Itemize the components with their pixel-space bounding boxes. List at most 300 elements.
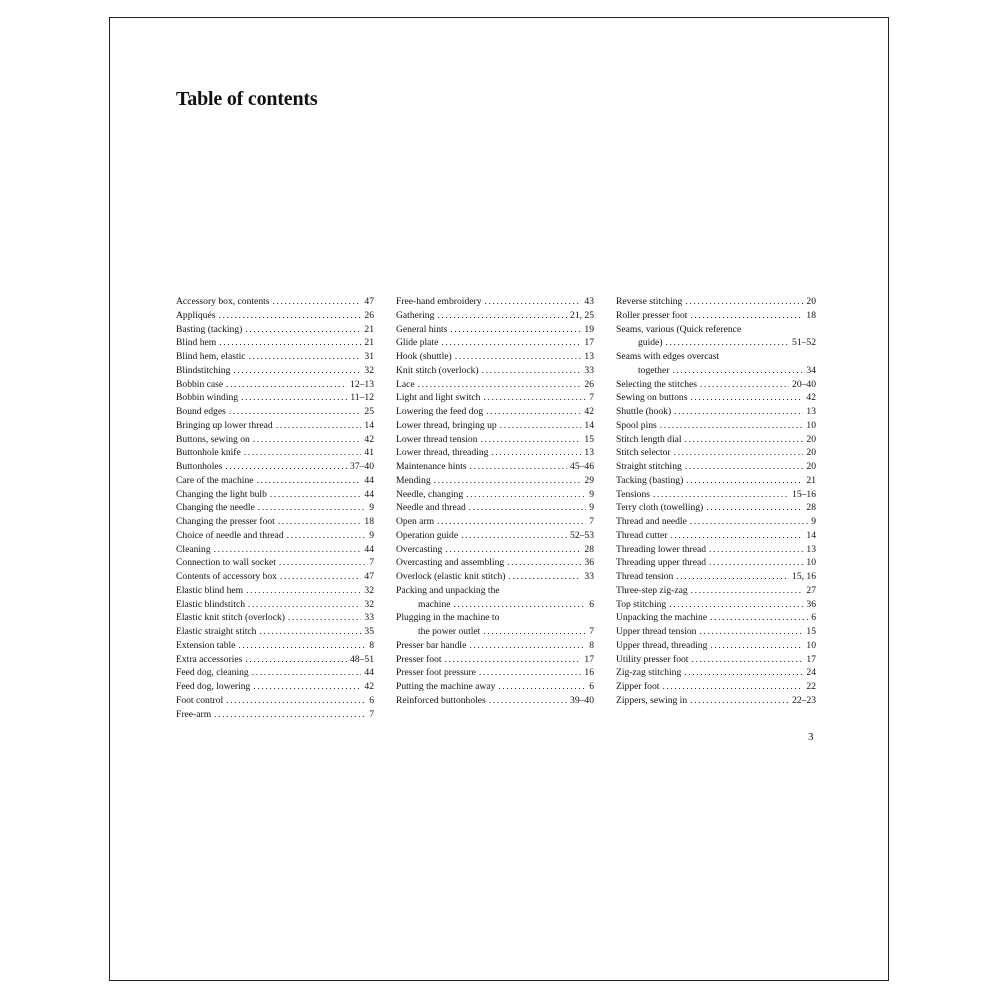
toc-entry-term: Presser bar handle [396,639,467,651]
toc-entry-page: 24 [806,667,816,679]
toc-entry-term: Straight stitching [616,461,682,472]
toc-entry-term: Lower thread tension [396,433,478,445]
toc-entry [396,570,594,584]
toc-entry [396,309,594,323]
leader-dots [691,653,803,667]
toc-entry-term: Choice of needle and thread [176,529,284,541]
toc-entry-term: Threading upper thread [616,557,707,569]
toc-entry-term: Feed dog, lowering [176,681,251,692]
leader-dots [509,570,582,584]
toc-entry-page: 42 [364,681,374,692]
toc-entry [176,653,374,667]
toc-entry-term: Light and light switch [396,392,481,404]
toc-entry-term: Open arm [396,516,435,527]
toc-entry [616,598,816,612]
page-number: 3 [808,731,814,743]
leader-dots [481,433,582,447]
toc-entry-term: Care of the machine [176,474,254,486]
toc-entry [176,584,374,598]
toc-entry-term: Overcasting [396,543,443,555]
leader-dots [437,309,567,323]
toc-entry [616,419,816,433]
toc-entry-term: Putting the machine away [396,681,496,692]
toc-entry-term: Thread and needle [616,516,687,527]
toc-entry [616,501,816,515]
toc-entry-term: Hook (shuttle) [396,351,452,362]
toc-entry [396,336,594,350]
toc-entry-term: Zig-zag stitching [616,667,682,679]
leader-dots [441,336,581,350]
toc-entry-page: 29 [584,474,594,486]
toc-entry-term: Blind hem, elastic [176,351,246,362]
toc-entry [616,295,816,309]
toc-entry-page: 36 [584,557,594,569]
toc-column-1 [176,295,374,721]
leader-dots [670,529,803,543]
toc-entry-term: Changing the needle [176,502,255,514]
toc-entry [176,350,374,364]
leader-dots [287,529,367,543]
toc-entry-page: 44 [364,488,374,500]
toc-entry-page: 15 [584,433,594,445]
toc-entry-page: 13 [806,543,816,555]
toc-entry-term: Buttonholes [176,461,223,472]
leader-dots [491,446,581,460]
leader-dots [674,405,803,419]
toc-entry [176,391,374,405]
toc-entry-term: Plugging in the machine to [396,612,500,624]
leader-dots [450,323,581,337]
toc-entry-term: Feed dog, cleaning [176,667,249,679]
toc-entry-page: 22 [806,681,816,692]
leader-dots [470,460,567,474]
leader-dots [219,336,361,350]
toc-entry [176,405,374,419]
leader-dots [498,680,586,694]
toc-entry [616,405,816,419]
leader-dots [437,515,586,529]
leader-dots [253,433,362,447]
leader-dots [710,639,803,653]
toc-entry-term: Sewing on buttons [616,392,688,404]
toc-entry [176,680,374,694]
leader-dots [276,419,362,433]
toc-entry [396,350,594,364]
toc-entry [396,488,594,502]
leader-dots [455,350,582,364]
toc-entry-page: 13 [806,406,816,417]
leader-dots [709,543,803,557]
toc-entry [176,474,374,488]
toc-entry-term: Elastic blindstitch [176,598,246,610]
leader-dots [690,309,803,323]
toc-entry-page: 17 [584,653,594,665]
leader-dots [685,460,804,474]
toc-entry [616,309,816,323]
toc-entry [396,419,594,433]
toc-entry [176,295,374,309]
toc-entry-page: 21 [364,323,374,335]
toc-entry [616,611,816,625]
toc-entry-term: Overlock (elastic knit stitch) [396,571,506,582]
leader-dots [486,405,581,419]
toc-entry [396,474,594,488]
leader-dots [226,694,366,708]
toc-entry-page: 9 [589,488,594,500]
leader-dots [418,378,582,392]
toc-entry-page: 22–23 [792,694,816,706]
toc-entry [176,309,374,323]
toc-entry-term: Appliqués [176,309,216,321]
leader-dots [669,598,803,612]
toc-entry-page: 31 [364,351,374,362]
toc-entry-page: 9 [369,502,374,514]
toc-entry-page: 6 [369,694,374,706]
leader-dots [214,708,366,722]
toc-entry-term: Needle, changing [396,488,464,500]
leader-dots [469,639,586,653]
toc-entry-term: Buttons, sewing on [176,433,250,445]
toc-column-3 [616,295,816,708]
leader-dots [445,653,582,667]
toc-entry-term: Upper thread tension [616,626,697,637]
toc-entry [176,364,374,378]
leader-dots [434,474,582,488]
toc-entry-page: 9 [369,529,374,541]
toc-entry [396,446,594,460]
toc-entry [396,543,594,557]
leader-dots [270,488,362,502]
toc-entry [176,694,374,708]
leader-dots [653,488,789,502]
leader-dots [229,405,362,419]
toc-entry-page: 43 [584,296,594,307]
toc-entry-term: Roller presser foot [616,309,688,321]
toc-entry [616,666,816,680]
toc-entry-page: 6 [589,681,594,692]
toc-entry-term: Extra accessories [176,653,243,665]
toc-entry-page: 37–40 [350,461,374,472]
toc-entry [176,336,374,350]
toc-entry-page: 42 [584,406,594,417]
toc-entry-page: 17 [584,337,594,349]
toc-column-2 [396,295,594,708]
leader-dots [241,391,347,405]
toc-entry-page: 42 [364,433,374,445]
toc-entry [176,639,374,653]
toc-entry-term: Buttonhole knife [176,447,241,459]
toc-entry [176,598,374,612]
toc-entry-page: 14 [364,419,374,431]
leader-dots [662,680,803,694]
toc-entry-term: Bringing up lower thread [176,419,273,431]
toc-entry [616,556,816,570]
leader-dots [666,336,790,350]
toc-entry [176,446,374,460]
toc-entry-term: Lower thread, bringing up [396,419,497,431]
leader-dots [259,625,361,639]
toc-entry-page: 27 [806,584,816,596]
toc-entry-page: 15 [806,626,816,637]
toc-entry-page: 18 [364,516,374,527]
toc-entry-page: 32 [364,364,374,376]
toc-entry-term: Terry cloth (towelling) [616,502,704,514]
toc-entry-term: Glide plate [396,337,439,349]
toc-entry-term: Extension table [176,639,236,651]
toc-entry [176,611,374,625]
toc-entry-term: Unpacking the machine [616,612,708,624]
toc-entry [616,680,816,694]
leader-dots [226,378,347,392]
toc-entry [616,570,816,584]
toc-entry-page: 11–12 [350,392,374,404]
toc-entry-page: 39–40 [570,694,594,706]
toc-entry [396,405,594,419]
toc-entry-page: 9 [589,502,594,514]
leader-dots [233,364,361,378]
toc-entry-term: Maintenance hints [396,461,467,472]
toc-entry [176,419,374,433]
toc-entry-term: Zippers, sewing in [616,694,688,706]
leader-dots [684,666,803,680]
toc-entry-page: 52–53 [570,529,594,541]
toc-entry-page: 47 [364,296,374,307]
toc-entry [176,323,374,337]
leader-dots [710,611,808,625]
toc-entry-term-continued: machine [418,598,451,610]
toc-entry [616,694,816,708]
page-title: Table of contents [176,88,318,110]
toc-entry [176,570,374,584]
leader-dots [483,391,586,405]
leader-dots [288,611,361,625]
leader-dots [483,625,586,639]
leader-dots [686,474,803,488]
toc-entry-term: Top stitching [616,598,667,610]
toc-entry-page: 21, 25 [570,309,594,321]
toc-entry-page: 20 [806,433,816,445]
leader-dots [279,556,366,570]
toc-entry-page: 45–46 [570,461,594,472]
leader-dots [244,446,362,460]
toc-entry [396,639,594,653]
toc-entry [396,501,594,515]
toc-entry [616,378,816,392]
leader-dots [225,460,347,474]
toc-entry-term: Utility presser foot [616,653,689,665]
toc-entry [176,556,374,570]
leader-dots [691,584,804,598]
toc-entry [616,488,816,502]
toc-entry [176,501,374,515]
toc-entry-term: Cleaning [176,543,211,555]
toc-entry [396,295,594,309]
leader-dots [482,364,582,378]
leader-dots [258,501,366,515]
toc-entry [616,336,816,350]
toc-entry-page: 18 [806,309,816,321]
toc-entry-page: 6 [811,612,816,624]
toc-entry-term: Elastic blind hem [176,584,244,596]
toc-entry-page: 32 [364,598,374,610]
toc-entry-page: 42 [806,392,816,404]
toc-entry-term: Operation guide [396,529,459,541]
toc-entry-term: Overcasting and assembling [396,557,505,569]
leader-dots [245,653,347,667]
toc-entry [396,666,594,680]
toc-entry [176,378,374,392]
toc-entry [396,391,594,405]
toc-entry-page: 10 [806,419,816,431]
toc-entry-page: 15–16 [792,488,816,500]
leader-dots [507,556,581,570]
toc-entry-page: 17 [806,653,816,665]
toc-entry-term-continued: the power outlet [418,626,481,637]
toc-entry-page: 6 [589,598,594,610]
toc-entry-page: 35 [364,626,374,637]
toc-entry [176,543,374,557]
toc-entry-page: 25 [364,406,374,417]
leader-dots [461,529,567,543]
toc-entry-term: Bobbin case [176,378,224,390]
toc-entry [176,529,374,543]
leader-dots [278,515,362,529]
toc-entry-term: Bobbin winding [176,392,239,404]
toc-entry-page: 47 [364,571,374,582]
toc-entry [396,556,594,570]
toc-entry-term: Elastic straight stitch [176,626,257,637]
toc-entry-term: Blindstitching [176,364,231,376]
toc-entry-page: 20 [806,461,816,472]
leader-dots [699,625,803,639]
toc-entry-term: Thread cutter [616,529,668,541]
toc-entry-page: 13 [584,447,594,459]
toc-entry-page: 32 [364,584,374,596]
leader-dots [690,391,803,405]
leader-dots [253,680,361,694]
toc-entry-term-continued: together [638,364,670,376]
leader-dots [246,584,361,598]
toc-entry [396,364,594,378]
toc-entry-term: Seams, various (Quick reference [616,323,742,335]
toc-entry-page: 28 [806,502,816,514]
toc-entry-page: 20–40 [792,378,816,390]
leader-dots [454,598,587,612]
toc-entry [616,391,816,405]
toc-entry-term: Knit stitch (overlock) [396,364,479,376]
toc-entry [396,680,594,694]
leader-dots [214,543,362,557]
toc-entry-page: 44 [364,543,374,555]
toc-entry-term: Gathering [396,309,435,321]
leader-dots [248,598,361,612]
toc-entry-term: Presser foot [396,653,442,665]
leader-dots [485,295,582,309]
leader-dots [249,350,362,364]
leader-dots [690,515,808,529]
toc-entry-term: Tensions [616,488,650,500]
toc-entry-term: Packing and unpacking the [396,584,500,596]
toc-entry-term: Lace [396,378,415,390]
toc-entry-term: Shuttle (hook) [616,406,672,417]
toc-entry [396,653,594,667]
toc-entry-term: Free-arm [176,708,212,720]
leader-dots [445,543,581,557]
toc-entry-term: Accessory box, contents [176,296,270,307]
toc-entry-page: 34 [806,364,816,376]
toc-entry-page: 9 [811,516,816,527]
leader-dots [690,694,789,708]
toc-entry [616,543,816,557]
toc-entry [176,708,374,722]
toc-entry [396,529,594,543]
toc-entry [396,433,594,447]
toc-entry [176,433,374,447]
toc-entry [176,460,374,474]
toc-entry [616,625,816,639]
leader-dots [273,295,362,309]
toc-entry-term: Basting (tacking) [176,323,243,335]
toc-entry-page: 44 [364,667,374,679]
toc-entry-term: Thread tension [616,571,674,582]
toc-entry-term: Stitch length dial [616,433,682,445]
leader-dots [469,501,586,515]
leader-dots [218,309,361,323]
toc-entry-term: Changing the light bulb [176,488,267,500]
toc-entry [396,694,594,708]
toc-entry [616,433,816,447]
toc-entry-term: Reinforced buttonholes [396,694,486,706]
leader-dots [466,488,586,502]
leader-dots [672,364,803,378]
toc-entry-page: 33 [364,612,374,624]
toc-entry-page: 7 [589,516,594,527]
toc-entry-page: 8 [369,639,374,651]
toc-entry-term: Presser foot pressure [396,667,476,679]
toc-entry [176,666,374,680]
toc-entry [396,515,594,529]
toc-entry [396,598,594,612]
toc-entry [396,378,594,392]
toc-entry-term: Free-hand embroidery [396,296,482,307]
leader-dots [685,433,804,447]
toc-entry-term: Lower thread, threading [396,447,489,459]
toc-entry [616,584,816,598]
leader-dots [252,666,362,680]
toc-entry-page: 14 [584,419,594,431]
toc-entry [176,625,374,639]
toc-entry-term: Selecting the stitches [616,378,697,390]
toc-entry-page: 26 [584,378,594,390]
leader-dots [257,474,362,488]
toc-entry-page: 13 [584,351,594,362]
toc-entry-page: 10 [806,639,816,651]
toc-entry-term: Needle and thread [396,502,466,514]
toc-entry-page: 19 [584,323,594,335]
toc-entry-page: 20 [806,447,816,459]
toc-entry [616,639,816,653]
toc-entry-term: Stitch selector [616,447,671,459]
leader-dots [500,419,582,433]
toc-entry [616,460,816,474]
leader-dots [700,378,789,392]
leader-dots [245,323,361,337]
toc-entry-term: Zipper foot [616,681,660,692]
toc-entry [616,515,816,529]
leader-dots [709,556,803,570]
toc-entry-term: Mending [396,474,431,486]
toc-entry-page: 16 [584,667,594,679]
